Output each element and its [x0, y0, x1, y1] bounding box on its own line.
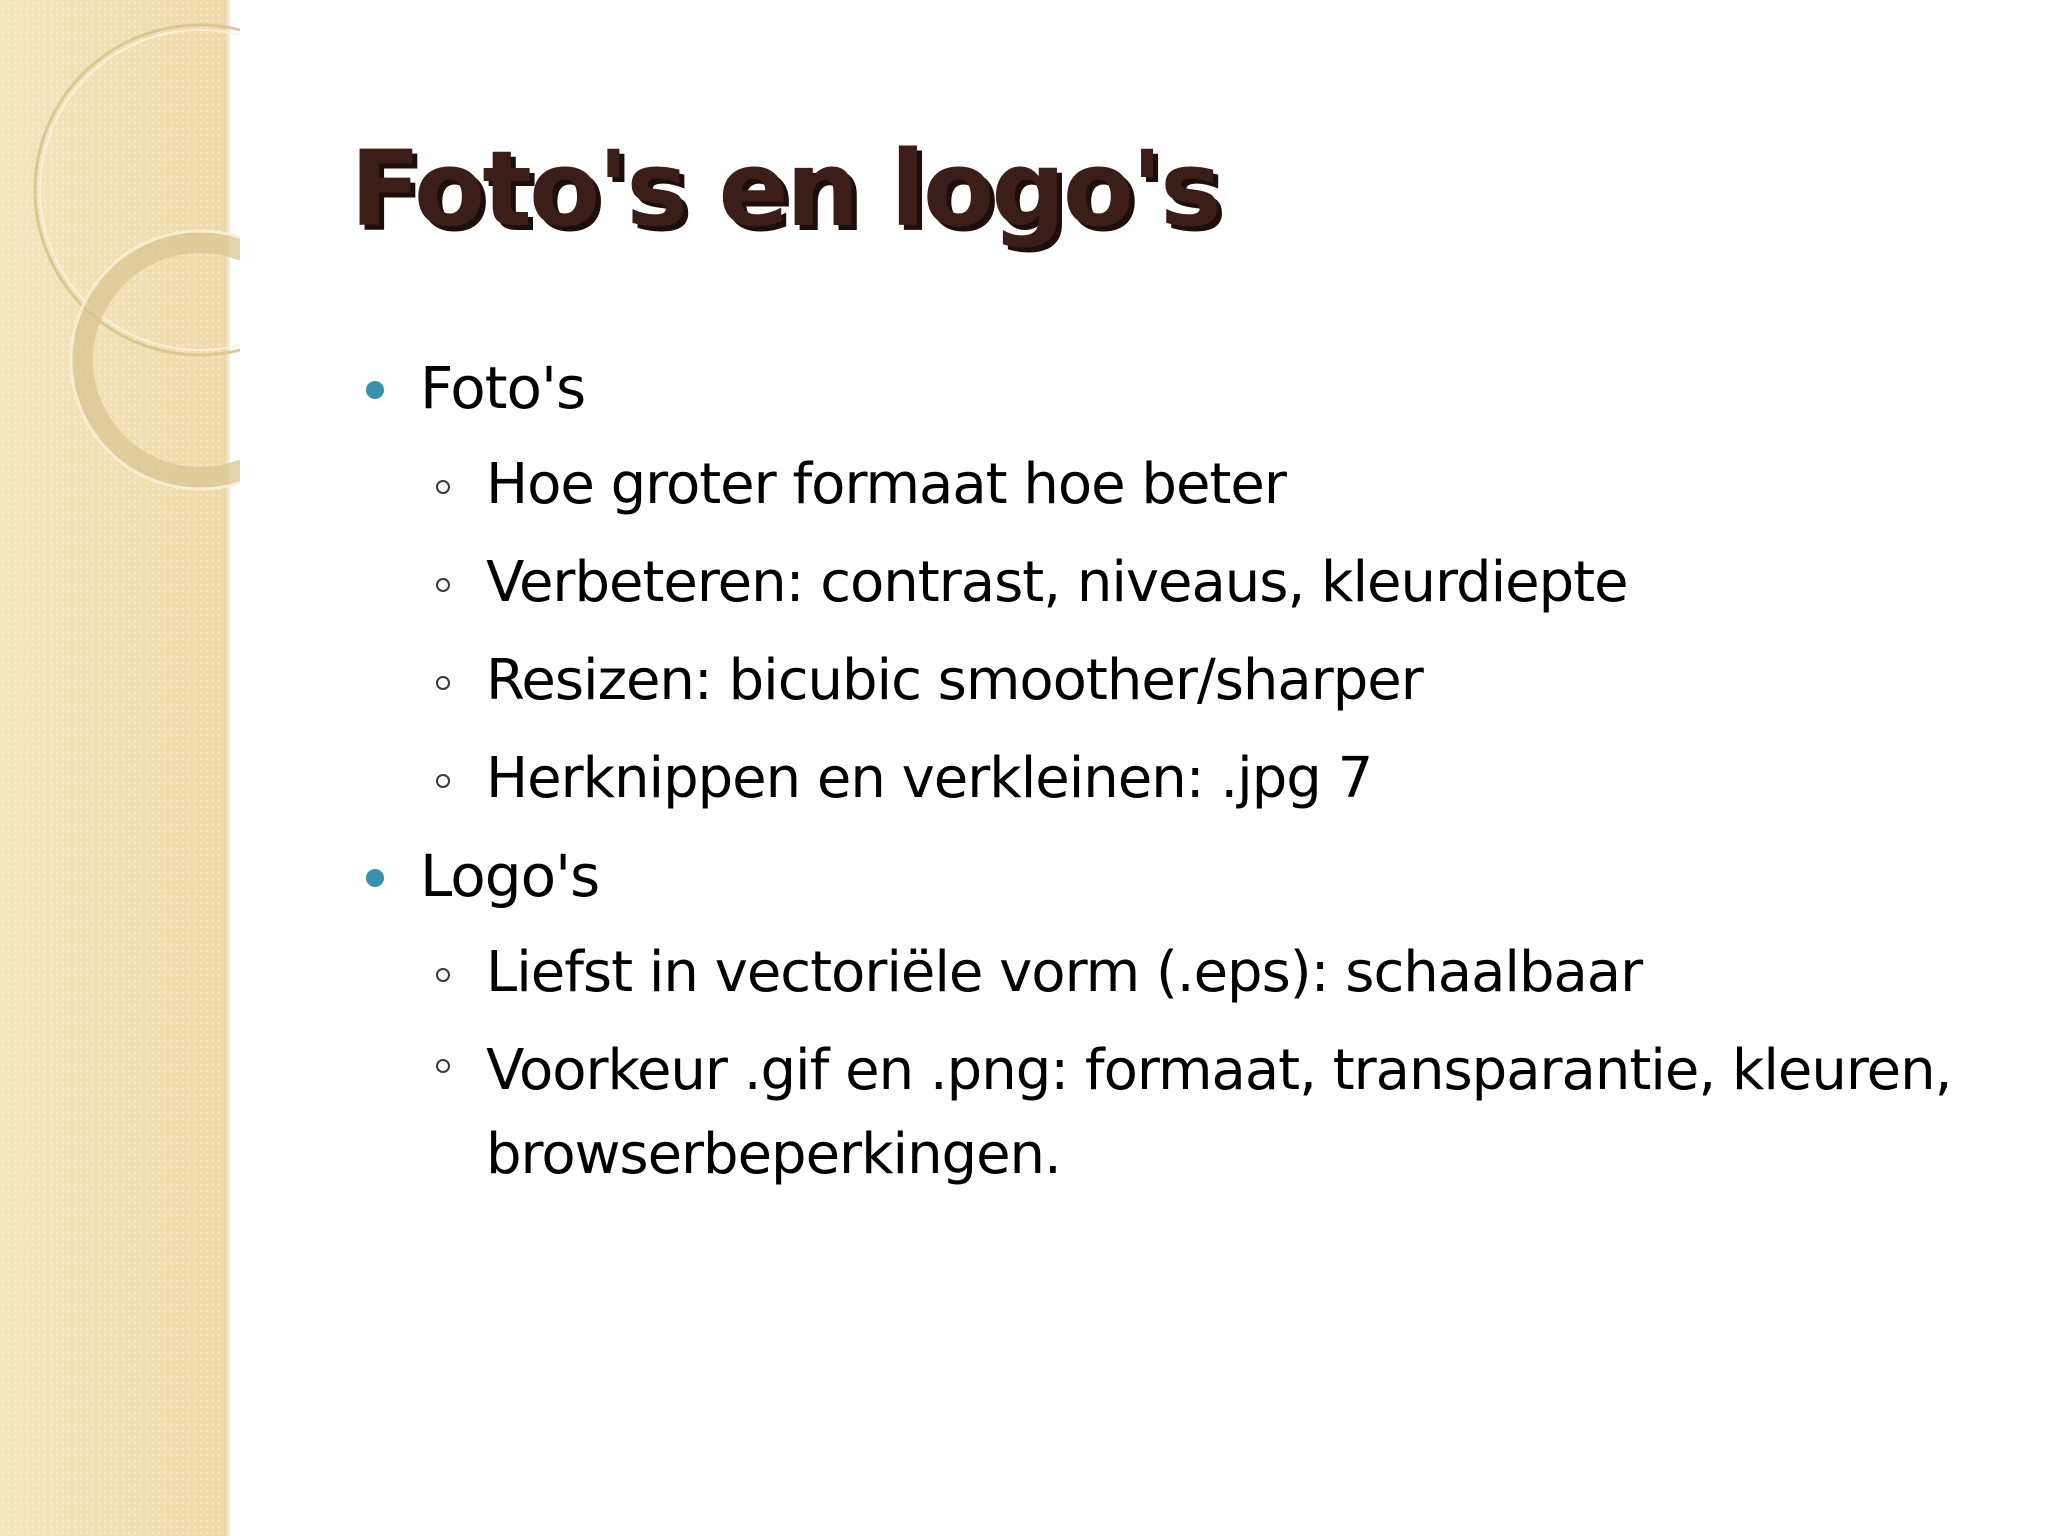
ring-bullet-icon: [436, 480, 450, 494]
sub-bullet-text: Verbeteren: contrast, niveaus, kleurdiepte: [486, 550, 1628, 615]
sub-bullet-text: Herknippen en verkleinen: .jpg 7: [486, 746, 1373, 811]
sub-bullet: [362, 632, 1982, 730]
bullet-label: Logo's: [420, 842, 600, 910]
ring-bullet-icon: [436, 676, 450, 690]
sub-bullet-text: Hoe groter formaat hoe beter: [486, 452, 1286, 517]
sub-bullet-text: Resizen: bicubic smoother/sharper: [486, 648, 1423, 713]
decorative-ring-small-highlight: [71, 231, 240, 489]
sub-bullet-text: Liefst in vectoriële vorm (.eps): schaalbaar: [486, 940, 1643, 1005]
ring-bullet-icon: [436, 1059, 450, 1073]
ring-bullet-icon: [436, 774, 450, 788]
sub-bullet: [362, 534, 1982, 632]
bullet-dot-icon: [366, 381, 384, 399]
bullet-list: [362, 340, 1982, 1197]
sub-bullet: [362, 730, 1982, 828]
bullet-logos: [362, 828, 1982, 924]
decorative-ring-large: [35, 25, 240, 355]
sub-bullet: [362, 436, 1982, 534]
slide-title: Foto's en logo's: [350, 128, 1219, 250]
sub-bullet: [362, 1022, 1982, 1197]
ring-bullet-icon: [436, 968, 450, 982]
decorative-ring-large-inner: [40, 30, 240, 350]
decorative-ring-small: [82, 242, 240, 478]
bullet-label: Foto's: [420, 354, 586, 422]
decorative-rings: [0, 0, 240, 520]
bullet-fotos: [362, 340, 1982, 436]
ring-bullet-icon: [436, 578, 450, 592]
sub-bullet: [362, 924, 1982, 1022]
bullet-dot-icon: [366, 869, 384, 887]
sub-bullet-text: Voorkeur .gif en .png: formaat, transparantie, kleuren, browserbeperkingen.: [486, 1038, 1952, 1187]
